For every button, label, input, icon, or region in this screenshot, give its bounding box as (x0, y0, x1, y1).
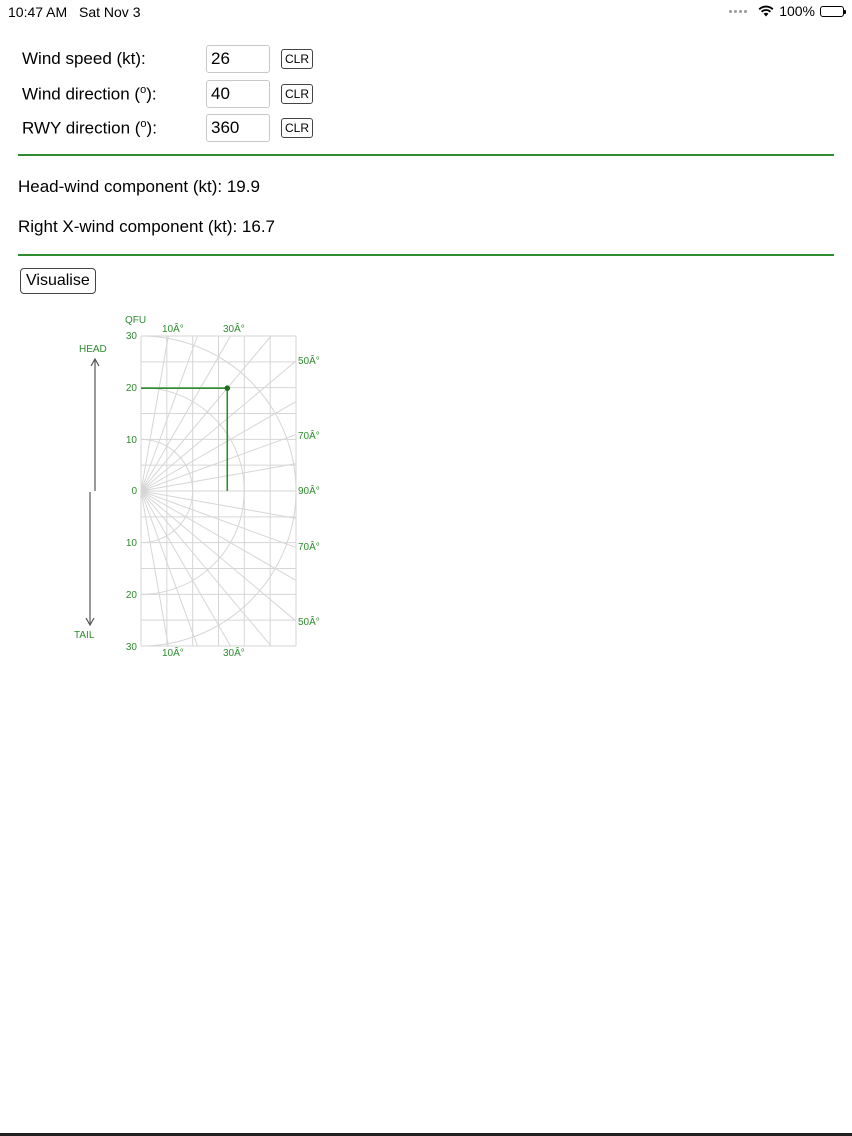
wind-direction-clear-button[interactable]: CLR (281, 84, 313, 104)
rwy-direction-row (22, 113, 313, 143)
wind-direction-label: Wind direction ($^o$): (22, 83, 157, 104)
angle-bottom-label: 30Â° (223, 648, 245, 659)
status-right (729, 3, 844, 19)
chart-grid (141, 336, 296, 646)
visualise-button[interactable]: Visualise (20, 268, 96, 294)
y-tick-label: 30 (125, 642, 137, 653)
wind-direction-input[interactable] (206, 80, 270, 108)
rwy-direction-input[interactable] (206, 114, 270, 142)
multitask-dots-icon (729, 10, 747, 13)
head-tail-arrows (86, 359, 99, 625)
y-tick-label: 10 (125, 435, 137, 446)
y-tick-label: 20 (125, 590, 137, 601)
wind-speed-row (22, 44, 313, 74)
headwind-result: Head-wind component (kt): 19.9 (18, 177, 260, 196)
wind-direction-row (22, 79, 313, 109)
tail-label: TAIL (74, 630, 95, 641)
status-bar (0, 0, 852, 24)
status-date: Sat Nov 3 (79, 4, 141, 20)
wind-vector-point (224, 385, 230, 391)
angle-right-label: 50Â° (298, 617, 320, 628)
divider (18, 254, 834, 256)
rwy-direction-label: RWY direction ($^o$): (22, 117, 157, 138)
angle-right-label: 70Â° (298, 542, 320, 553)
angle-right-label: 50Â° (298, 356, 320, 367)
battery-icon (820, 6, 844, 17)
wind-speed-label: Wind speed (kt): (22, 49, 146, 68)
angle-right-label: 70Â° (298, 431, 320, 442)
angle-top-label: 10Â° (162, 324, 184, 335)
head-label: HEAD (79, 344, 107, 355)
y-tick-label: 0 (131, 486, 137, 497)
y-tick-label: 10 (125, 538, 137, 549)
rwy-direction-clear-button[interactable]: CLR (281, 118, 313, 138)
wind-speed-input[interactable] (206, 45, 270, 73)
wind-speed-clear-button[interactable]: CLR (281, 49, 313, 69)
wifi-icon (758, 5, 774, 17)
status-time: 10:47 AM (8, 4, 68, 20)
divider (18, 154, 834, 156)
battery-percent: 100% (779, 3, 815, 19)
chart-labels (74, 315, 320, 659)
angle-bottom-label: 10Â° (162, 648, 184, 659)
angle-right-label: 90Â° (298, 486, 320, 497)
crosswind-result: Right X-wind component (kt): 16.7 (18, 217, 276, 236)
y-tick-label: 30 (125, 331, 137, 342)
qfu-label: QFU (125, 315, 147, 326)
wind-chart (60, 308, 350, 668)
y-tick-label: 20 (125, 383, 137, 394)
angle-top-label: 30Â° (223, 324, 245, 335)
